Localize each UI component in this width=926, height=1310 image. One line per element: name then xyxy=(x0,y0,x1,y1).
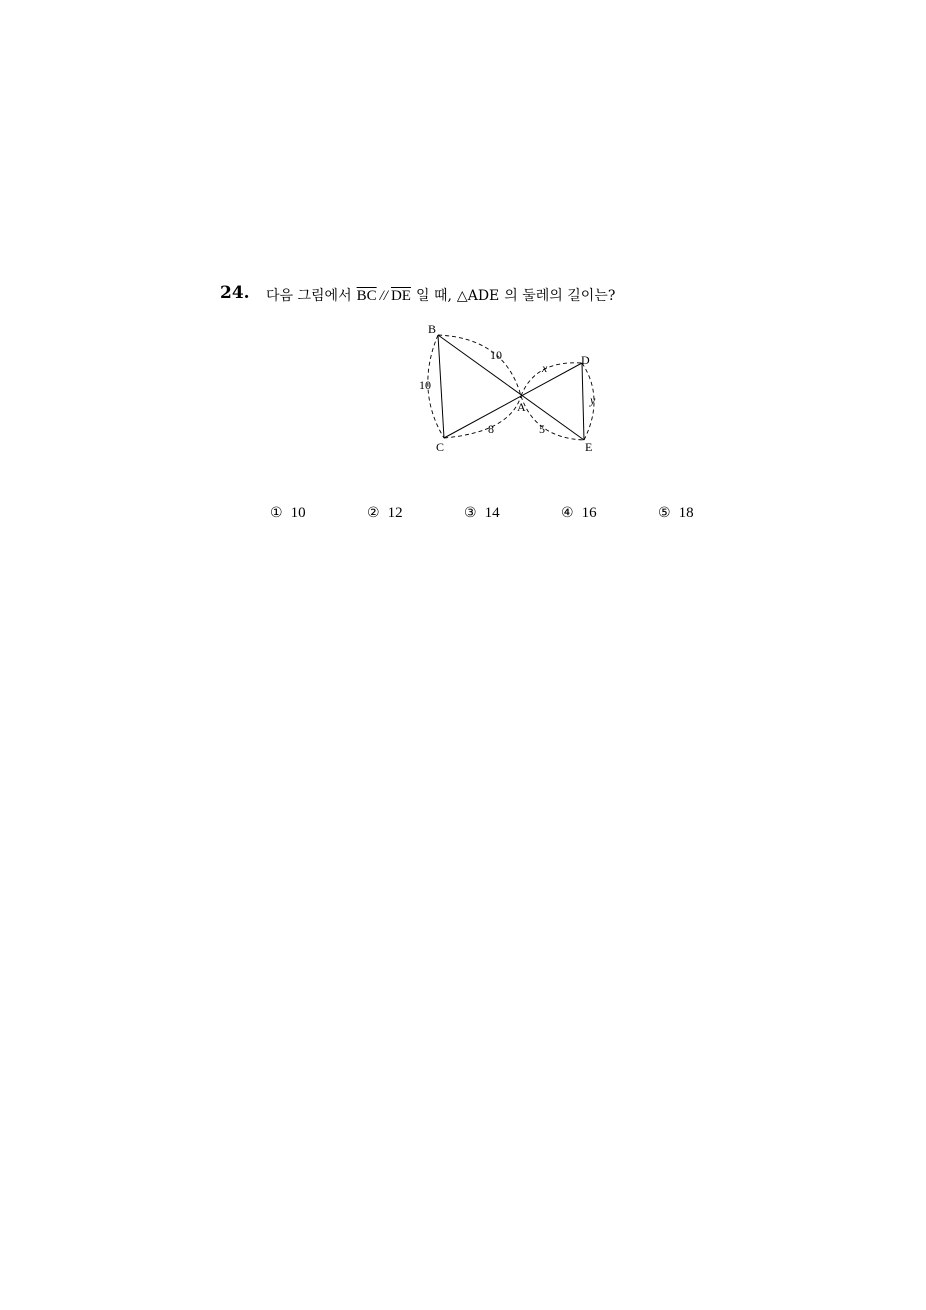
length-ac-label: 8 xyxy=(488,422,494,436)
length-bc-label: 10 xyxy=(419,378,431,392)
choice-2-value: 12 xyxy=(387,505,403,521)
line-cd xyxy=(444,363,582,438)
segment-de: $\overline{DE}$ xyxy=(390,288,411,304)
point-c-label: C xyxy=(436,440,445,454)
question-when: 일 때, xyxy=(415,288,452,304)
line-be xyxy=(438,335,584,440)
choice-1-mark: ① xyxy=(270,505,283,521)
choice-2-mark: ② xyxy=(367,505,380,521)
choice-1[interactable] xyxy=(270,505,306,522)
segment-bc: $\overline{BC}$ xyxy=(356,288,377,304)
length-ae-label: 5 xyxy=(539,422,545,436)
choice-4-mark: ④ xyxy=(561,505,574,521)
triangle-name: ADE xyxy=(467,288,500,304)
geometry-figure-svg xyxy=(410,318,610,463)
question-number: 24. xyxy=(220,283,250,303)
point-e-label: E xyxy=(585,440,593,454)
choice-4[interactable] xyxy=(561,505,597,522)
length-de-label: y xyxy=(590,393,596,407)
length-ab-label: 10 xyxy=(490,348,502,362)
choice-5-mark: ⑤ xyxy=(658,505,671,521)
answer-choices xyxy=(270,505,730,525)
choice-3-mark: ③ xyxy=(464,505,477,521)
triangle-symbol: △ xyxy=(456,288,468,304)
question-text xyxy=(266,285,615,305)
geometry-figure xyxy=(410,318,610,463)
parallel-symbol: // xyxy=(379,288,388,304)
point-b-label: B xyxy=(428,322,437,336)
question-ask: 의 둘레의 길이는? xyxy=(504,288,616,304)
choice-3-value: 14 xyxy=(484,505,500,521)
choice-3[interactable] xyxy=(464,505,500,522)
length-ad-label: x xyxy=(542,361,548,375)
choice-5[interactable] xyxy=(658,505,694,522)
point-a-label: A xyxy=(517,400,526,414)
choice-1-value: 10 xyxy=(290,505,306,521)
point-d-label: D xyxy=(581,353,590,367)
side-de xyxy=(582,363,584,440)
choice-4-value: 16 xyxy=(581,505,597,521)
question-intro: 다음 그림에서 xyxy=(266,288,352,304)
side-bc xyxy=(438,335,444,438)
choice-2[interactable] xyxy=(367,505,403,522)
choice-5-value: 18 xyxy=(678,505,694,521)
